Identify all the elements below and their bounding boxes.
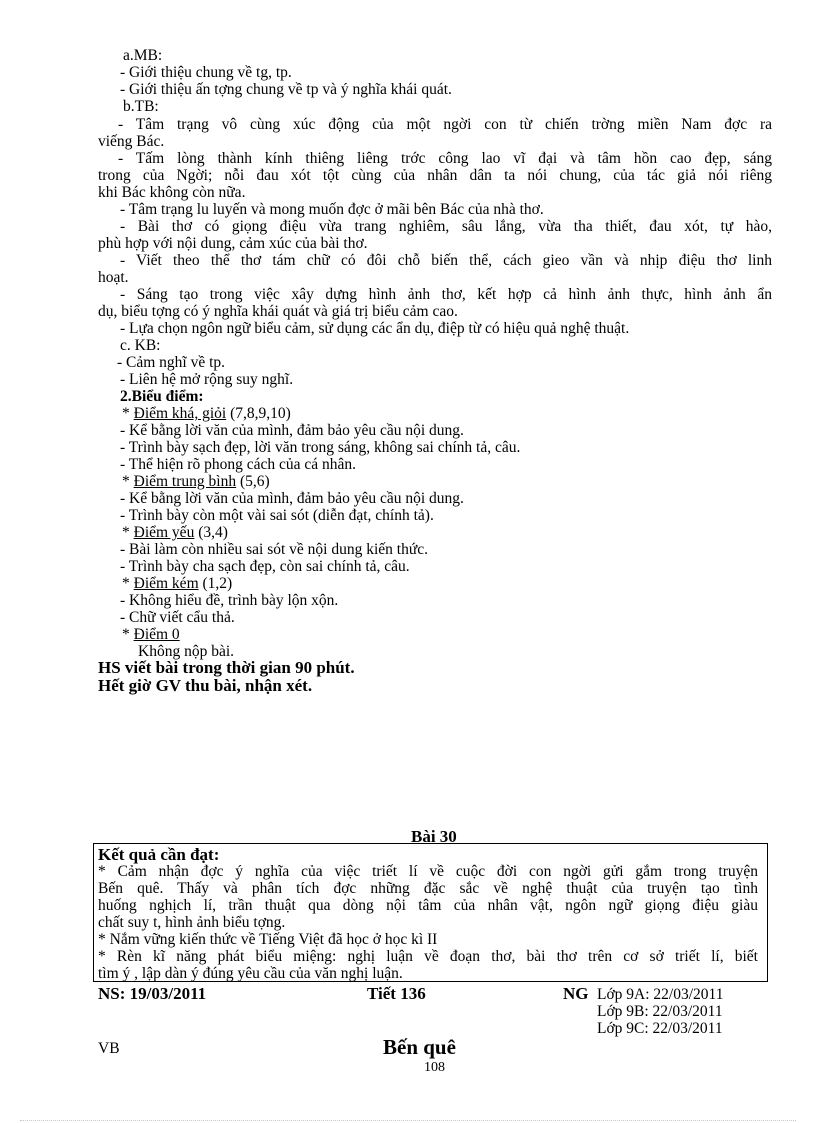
grade-item: - Trình bày sạch đẹp, lời văn trong sáng, không sai chính tả, câu. [120, 439, 521, 456]
grade-item: Không nộp bài. [138, 643, 235, 660]
class-date: Lớp 9C: 22/03/2011 [597, 1020, 723, 1037]
tb-paragraph-line: - Sáng tạo trong việc xây dựng hình ảnh thơ, kết hợp cả hình ảnh thực, hình ảnh ẩn [120, 286, 772, 303]
grade-item: - Trình bày còn một vài sai sót (diễn đạt, chính tả). [120, 507, 434, 524]
closing-line: HS viết bài trong thời gian 90 phút. [98, 658, 355, 677]
class-date: Lớp 9B: 22/03/2011 [597, 1003, 723, 1020]
grade-range: (5,6) [236, 473, 270, 490]
objectives-line: * Rèn kĩ năng phát biểu miệng: nghị luận về đoạn thơ, bài thơ trên cơ sở triết lí, biết [98, 948, 758, 965]
objectives-heading: Kết quả cần đạt: [98, 845, 220, 864]
tb-paragraph-line: dụ, biểu tợng có ý nghĩa khái quát và giá trị biểu cảm cao. [98, 303, 458, 320]
objectives-line: chất suy t, hình ảnh biểu tợng. [98, 914, 286, 931]
grade-label: Điểm yếu [133, 524, 195, 541]
grade-item: - Kể bằng lời văn của mình, đảm bảo yêu cầu nội dung. [120, 490, 464, 507]
page-number: 108 [424, 1060, 445, 1075]
mb-heading: a.MB: [123, 47, 163, 64]
grade-label: Điểm kém [133, 575, 199, 592]
grade-star: * [122, 524, 134, 541]
grade-item: - Bài làm còn nhiều sai sót về nội dung kiến thức. [120, 541, 429, 558]
grading-heading: 2.Biểu điểm: [120, 388, 204, 405]
tb-paragraph-line: - Tấm lòng thành kính thiêng liêng trớc công lao vĩ đại và tâm hồn cao đẹp, sáng [118, 150, 772, 167]
page-bottom-rule [20, 1120, 796, 1121]
closing-line: Hết giờ GV thu bài, nhận xét. [98, 676, 313, 695]
grade-range: (3,4) [194, 524, 228, 541]
objectives-line: Bến quê. Thấy và phân tích đợc những đặc sắc về nghệ thuật của truyện tạo tình [98, 880, 758, 897]
grade-range: (1,2) [198, 575, 233, 592]
mb-item: - Giới thiệu chung về tg, tp. [120, 64, 292, 81]
objectives-line: huống nghịch lí, trần thuật qua dòng nội tâm của nhân vật, ngôn ngữ giọng điệu giàu [98, 897, 758, 914]
class-date: Lớp 9A: 22/03/2011 [597, 986, 724, 1003]
kb-item: - Liên hệ mở rộng suy nghĩ. [120, 371, 294, 388]
grade-level [122, 626, 180, 643]
lesson-title: Bài 30 [411, 827, 457, 846]
tb-paragraph-line: - Lựa chọn ngôn ngữ biểu cảm, sử dụng các ẩn dụ, điệp từ có hiệu quả nghệ thuật. [120, 320, 630, 337]
grade-item: - Chữ viết cẩu thả. [120, 609, 235, 626]
grade-star: * [122, 473, 134, 490]
objectives-line: * Cảm nhận đợc ý nghĩa của việc triết lí về cuộc đời con ngời gửi gắm trong truyện [98, 863, 758, 880]
grade-level [122, 575, 232, 592]
tb-paragraph-line: - Viết theo thể thơ tám chữ có đôi chỗ biến thể, cách gieo vần và nhịp điệu thơ linh [120, 252, 772, 269]
tb-paragraph-line: khi Bác không còn nữa. [98, 184, 246, 201]
grade-label: Điểm trung bình [133, 473, 237, 490]
text-title: Bến quê [383, 1035, 456, 1059]
grade-item: - Kể bằng lời văn của mình, đảm bảo yêu cầu nội dung. [120, 422, 464, 439]
ns-date: NS: 19/03/2011 [98, 984, 207, 1003]
grade-item: - Thể hiện rõ phong cách của cá nhân. [120, 456, 356, 473]
objectives-line: * Nắm vững kiến thức về Tiếng Việt đã học ở học kì II [98, 931, 438, 948]
tiet-number: Tiết 136 [367, 984, 426, 1003]
grade-item: - Trình bày cha sạch đẹp, còn sai chính tả, câu. [120, 558, 410, 575]
tb-paragraph-line: phù hợp với nội dung, cảm xúc của bài thơ. [98, 235, 368, 252]
tb-paragraph-line: trong của Ngời; nỗi đau xót tột cùng của nhân dân ta nói chung, của tác giả nói riêng [98, 167, 772, 184]
grade-star: * [122, 575, 134, 592]
ng-label: NG [563, 984, 589, 1003]
tb-paragraph-line: - Tâm trạng lu luyến và mong muốn đợc ở mãi bên Bác của nhà thơ. [120, 201, 544, 218]
mb-item: - Giới thiệu ấn tợng chung về tp và ý nghĩa khái quát. [120, 81, 452, 98]
tb-paragraph-line: viếng Bác. [98, 133, 165, 150]
tb-paragraph-line: hoạt. [98, 269, 129, 286]
grade-level [122, 524, 228, 541]
vb-label: VB [98, 1040, 120, 1057]
tb-heading: b.TB: [123, 98, 159, 115]
grade-level [122, 405, 291, 422]
kb-heading: c. KB: [120, 337, 161, 354]
grade-level [122, 473, 270, 490]
grade-item: - Không hiểu đề, trình bày lộn xộn. [120, 592, 339, 609]
tb-paragraph-line: - Bài thơ có giọng điệu vừa trang nghiêm, sâu lắng, vừa tha thiết, đau xót, tự hào, [120, 218, 772, 235]
grade-star: * [122, 405, 134, 422]
tb-paragraph-line: - Tâm trạng vô cùng xúc động của một ngời con từ chiến trờng miền Nam đợc ra [118, 116, 772, 133]
objectives-line: tìm ý , lập dàn ý đúng yêu cầu của văn nghị luận. [98, 965, 403, 982]
grade-range: (7,8,9,10) [226, 405, 291, 422]
kb-item: - Cảm nghĩ về tp. [117, 354, 226, 371]
grade-star: * [122, 626, 134, 643]
grade-label: Điểm khá, giỏi [133, 405, 227, 422]
grade-label: Điểm 0 [133, 626, 180, 643]
